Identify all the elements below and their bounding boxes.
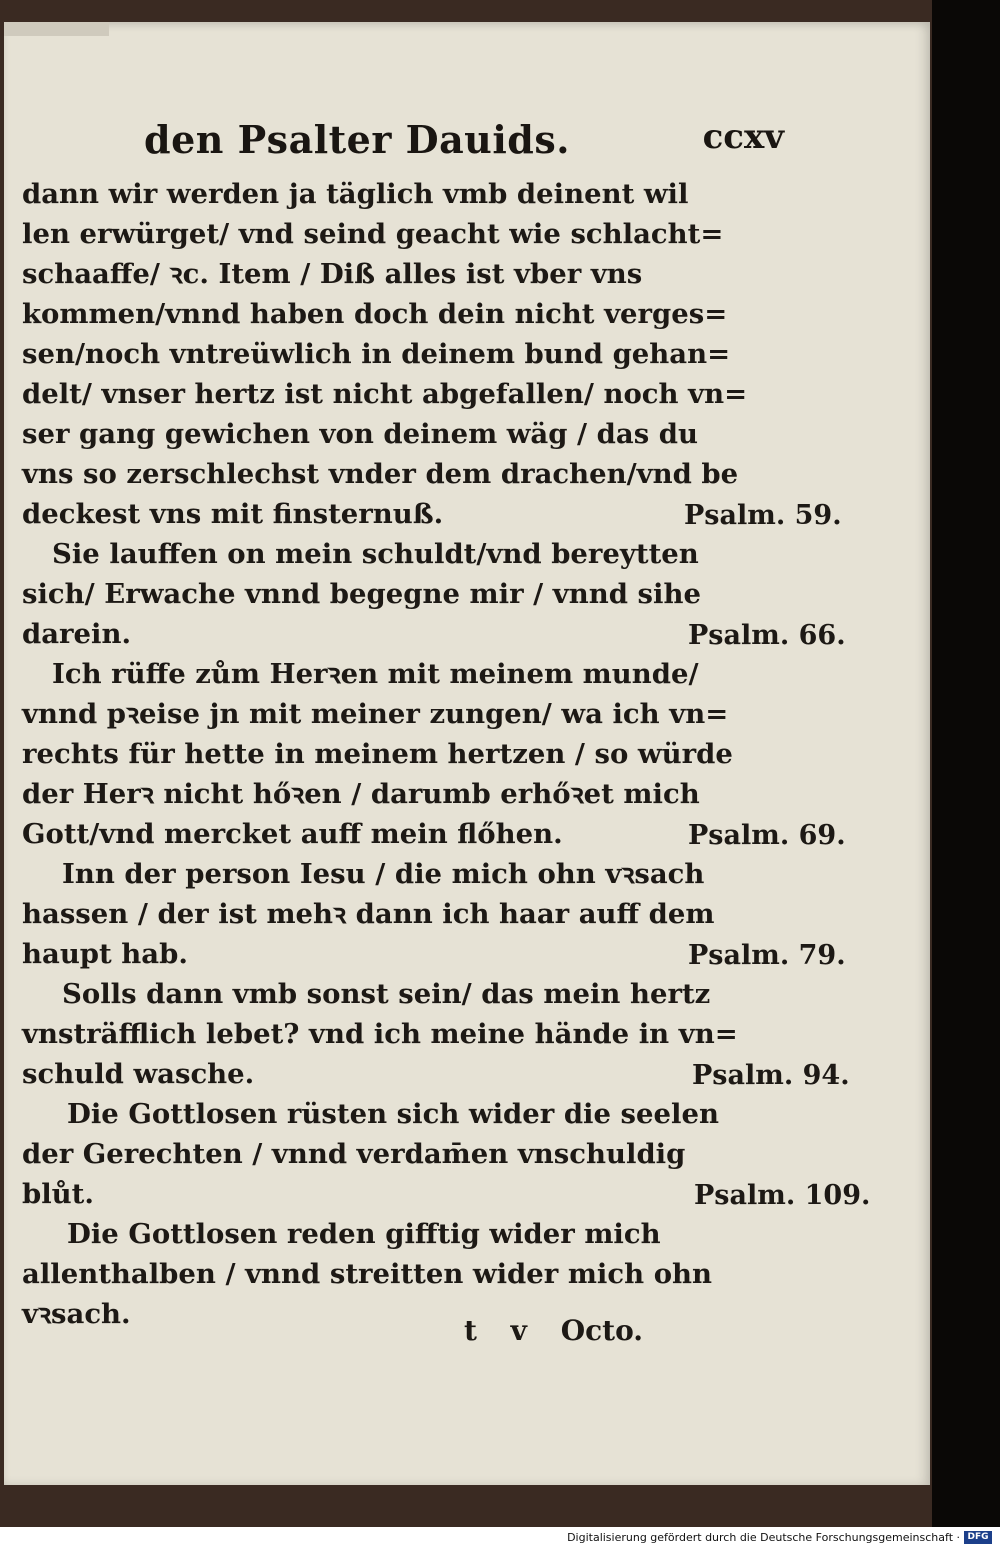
text-line: Solls dann vmb sonst sein/ das mein hertz [62,978,711,1010]
margin-note: Psalm. 94. [692,1060,850,1091]
text-line: Gott/vnd mercket auff mein flőhen. [22,818,563,850]
text-line: haupt hab. [22,938,188,970]
funding-credit: Digitalisierung gefördert durch die Deutsche Forschungsgemeinschaft · [567,1531,960,1544]
running-title: den Psalter Dauids. [144,117,570,162]
text-line: schuld wasche. [22,1058,255,1090]
margin-note: Psalm. 69. [688,820,846,851]
dfg-logo-icon: DFG [964,1531,992,1544]
text-line: vnnd pꝛeise jn mit meiner zungen/ wa ich vn= [22,698,729,730]
page-header [144,117,784,167]
text-line: kommen/vnnd haben doch dein nicht verges= [22,298,728,330]
margin-note: Psalm. 66. [688,620,846,651]
text-line: vꝛsach. [22,1298,131,1330]
scan-right-edge [932,0,1000,1527]
text-line: schaaffe/ ꝛc. Item / Diß alles ist vber vns [22,258,643,290]
text-line: darein. [22,618,132,650]
text-line: der Gerechten / vnnd verdam̄en vnschuldig [22,1138,686,1170]
text-line: hassen / der ist mehꝛ dann ich haar auff dem [22,898,715,930]
text-line: vnsträfflich lebet? vnd ich meine hände in vn= [22,1018,738,1050]
text-line: Die Gottlosen rüsten sich wider die seelen [67,1098,719,1130]
margin-note: Psalm. 59. [684,500,842,531]
text-line: Sie lauffen on mein schuldt/vnd bereytten [52,538,699,570]
text-line: ser gang gewichen von deinem wäg / das du [22,418,698,450]
text-line: Ich rüffe zům Herꝛen mit meinem munde/ [52,658,699,690]
margin-note: Psalm. 79. [688,940,846,971]
text-line: sich/ Erwache vnnd begegne mir / vnnd sihe [22,578,701,610]
text-line: Die Gottlosen reden gifftig wider mich [67,1218,661,1250]
text-line: len erwürget/ vnd seind geacht wie schlacht= [22,218,724,250]
text-line: blůt. [22,1178,94,1210]
folio-number: ccxv [702,117,784,157]
text-line: rechts für hette in meinem hertzen / so würde [22,738,733,770]
text-line: der Herꝛ nicht hőꝛen / darumb erhőꝛet mich [22,778,700,810]
text-line: dann wir werden ja täglich vmb deinent wil [22,178,689,210]
text-line: Inn der person Iesu / die mich ohn vꝛsach [62,858,705,890]
text-line: vns so zerschlechst vnder dem drachen/vnd be [22,458,739,490]
text-line: delt/ vnser hertz ist nicht abgefallen/ noch vn= [22,378,748,410]
book-page [4,22,930,1485]
text-line: deckest vns mit finsternuß. [22,498,444,530]
text-line: sen/noch vntreüwlich in deinem bund gehan= [22,338,731,370]
margin-note: Psalm. 109. [694,1180,871,1211]
text-line: allenthalben / vnnd streitten wider mich ohn [22,1258,713,1290]
signature-catchword: t v Octo. [464,1314,644,1347]
page-edge [4,22,109,36]
